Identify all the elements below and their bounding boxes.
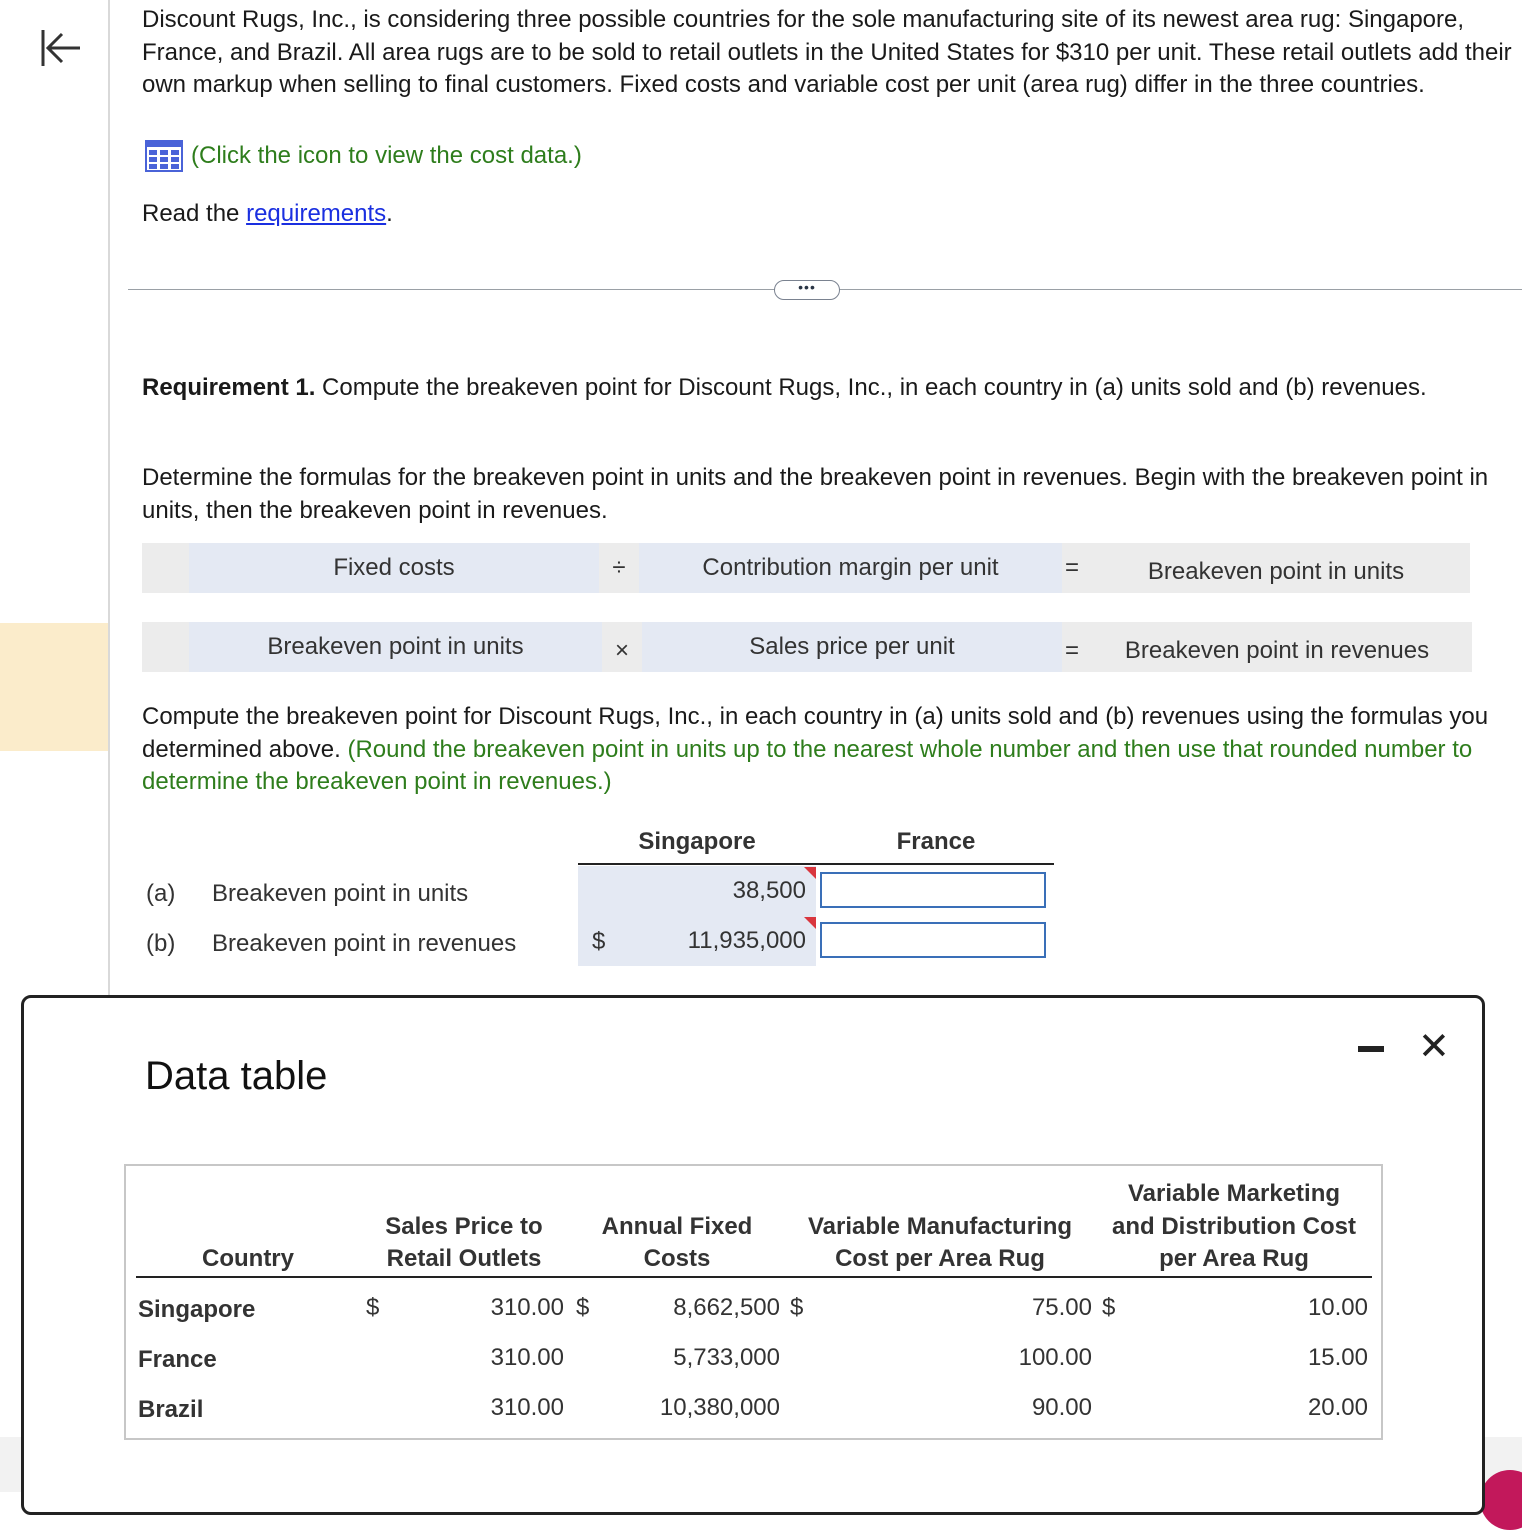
modal-title: Data table — [145, 1054, 328, 1098]
problem-intro: Discount Rugs, Inc., is considering three possible countries for the sole manufacturing site of its newest area rug: Singapore, France, and Brazil. All area rugs are to be sold to retail outlets in the United States for $310 per unit. These retail outlets add their own markup when selling to final customers. Fixed costs and variable cost per unit (area rug) differ in the three countries. — [142, 6, 1512, 98]
formula1-operator: ÷ — [612, 554, 626, 581]
formula2-result: Breakeven point in revenues — [1124, 637, 1430, 664]
col-header-singapore: Singapore — [638, 828, 756, 855]
th-country: Country — [202, 1245, 294, 1272]
row-country: Brazil — [138, 1396, 204, 1423]
collapse-left-icon[interactable] — [38, 26, 82, 70]
singapore-breakeven-units[interactable]: 38,500 — [732, 877, 806, 904]
formula-row-units — [142, 543, 1470, 593]
help-badge[interactable] — [1480, 1470, 1522, 1530]
th-varmfg-line1: Variable Manufacturing — [807, 1213, 1073, 1240]
flag-marker — [804, 917, 816, 929]
formula1-term-b[interactable]: Contribution margin per unit — [639, 543, 1062, 593]
read-suffix: . — [386, 200, 393, 227]
row-price: 310.00 — [490, 1344, 564, 1371]
table-header-rule — [136, 1276, 1372, 1278]
th-varmkt-line3: per Area Rug — [1159, 1245, 1309, 1272]
flag-marker — [804, 867, 816, 879]
formula2-term-b[interactable]: Sales price per unit — [642, 622, 1062, 672]
row-fixed: 8,662,500 — [673, 1294, 780, 1321]
rail-highlight — [0, 623, 108, 751]
row-b-tag: (b) — [146, 930, 176, 957]
rounding-hint: (Round the breakeven point in units up to the nearest whole number and then use that rounded number to determine the breakeven point in revenues.) — [142, 735, 1473, 795]
row-var-mfg: 90.00 — [1031, 1394, 1092, 1421]
row-country: Singapore — [138, 1296, 256, 1323]
cost-data-link[interactable] — [145, 140, 582, 172]
determine-instructions: Determine the formulas for the breakeven point in units and the breakeven point in revenues. Begin with the breakeven point in units, then the breakeven point in revenues. — [142, 464, 1489, 524]
formula2-term-a[interactable]: Breakeven point in units — [189, 622, 602, 672]
th-fixed-line1: Annual Fixed — [601, 1213, 753, 1240]
row-a-label: Breakeven point in units — [212, 880, 469, 907]
table-grid-icon[interactable] — [145, 140, 183, 172]
row-currency: $ — [1102, 1294, 1116, 1321]
row-price: 310.00 — [490, 1394, 564, 1421]
requirement-1 — [142, 372, 1472, 405]
read-prefix: Read the — [142, 200, 247, 227]
row-currency: $ — [576, 1294, 590, 1321]
france-breakeven-units-input[interactable] — [820, 872, 1046, 908]
row-fixed: 5,733,000 — [673, 1344, 780, 1371]
formula1-term-a[interactable]: Fixed costs — [189, 543, 599, 593]
requirements-link[interactable]: requirements — [246, 200, 387, 227]
row-currency: $ — [790, 1294, 804, 1321]
row-var-mfg: 100.00 — [1018, 1344, 1092, 1371]
th-varmfg-line2: Cost per Area Rug — [835, 1245, 1045, 1272]
cost-data-hint[interactable]: (Click the icon to view the cost data.) — [191, 142, 582, 169]
formula2-equals: = — [1064, 637, 1079, 664]
row-var-mfg: 75.00 — [1031, 1294, 1092, 1321]
formula2-operator: × — [614, 637, 629, 664]
minimize-icon[interactable] — [1358, 1046, 1384, 1052]
currency-sign: $ — [592, 928, 606, 955]
compute-instructions — [142, 701, 1517, 799]
header-rule — [578, 863, 1054, 865]
expand-more-button[interactable]: ••• — [774, 280, 840, 300]
france-breakeven-revenues-input[interactable] — [820, 922, 1046, 958]
close-icon[interactable]: ✕ — [1418, 1026, 1450, 1068]
th-price-line1: Sales Price to — [385, 1213, 543, 1240]
row-b-label: Breakeven point in revenues — [212, 930, 517, 957]
row-var-mkt: 10.00 — [1307, 1294, 1368, 1321]
col-header-france: France — [896, 828, 976, 855]
row-price: 310.00 — [490, 1294, 564, 1321]
row-var-mkt: 20.00 — [1307, 1394, 1368, 1421]
row-a-tag: (a) — [146, 880, 176, 907]
singapore-breakeven-revenues[interactable]: 11,935,000 — [687, 927, 806, 954]
th-price-line2: Retail Outlets — [386, 1245, 542, 1272]
formula1-result: Breakeven point in units — [1147, 558, 1405, 585]
row-currency: $ — [366, 1294, 380, 1321]
th-varmkt-line1: Variable Marketing — [1127, 1180, 1341, 1207]
row-var-mkt: 15.00 — [1307, 1344, 1368, 1371]
th-varmkt-line2: and Distribution Cost — [1112, 1213, 1356, 1240]
th-fixed-line2: Costs — [643, 1245, 711, 1272]
compute-text: Compute the breakeven point for Discount Rugs, Inc., in each country in (a) units sold and (b) revenues using the formulas you determined above. — [142, 703, 1489, 763]
requirement-1-label: Requirement 1. — [142, 374, 316, 401]
formula1-equals: = — [1064, 554, 1079, 581]
read-requirements — [142, 200, 393, 228]
requirement-1-text: Compute the breakeven point for Discount Rugs, Inc., in each country in (a) units sold and (b) revenues. — [315, 374, 1427, 401]
row-fixed: 10,380,000 — [659, 1394, 780, 1421]
row-country: France — [138, 1346, 217, 1373]
formula-row-revenues — [142, 622, 1472, 672]
